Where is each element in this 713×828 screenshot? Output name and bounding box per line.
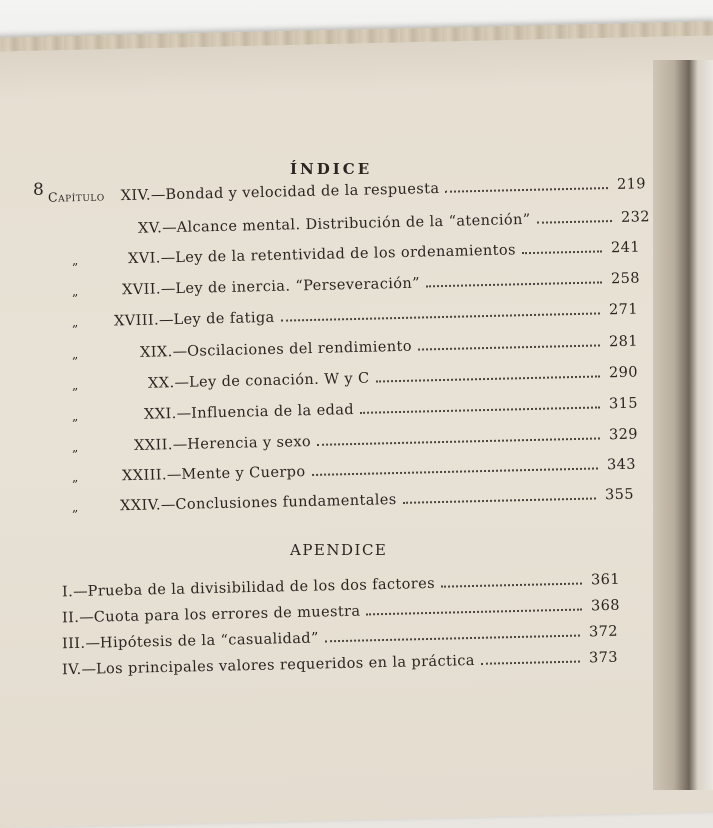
chapter-page: 232 <box>620 209 651 226</box>
appendix-title-text: Prueba de la divisibilidad de los dos factores <box>87 575 436 600</box>
chapter-number: XXIV. <box>119 497 162 515</box>
leader-dots <box>522 249 602 254</box>
leader-dots <box>481 660 580 665</box>
leader-dots <box>360 405 600 413</box>
appendix-number: IV. <box>61 661 82 679</box>
chapter-title: Ley de la retentividad de los ordenamientos <box>175 242 517 267</box>
dash: — <box>150 187 166 204</box>
chapter-number: XVIII. <box>113 312 160 330</box>
chapter-page: 241 <box>610 239 641 257</box>
chapter-title: Ley de conación. W y C <box>188 370 370 391</box>
ditto-mark: „ <box>71 500 79 515</box>
dash: — <box>172 343 188 361</box>
leader-dots <box>366 608 582 616</box>
chapter-number: XXIII. <box>121 467 168 485</box>
leader-dots <box>441 582 582 588</box>
ditto-mark: „ <box>71 315 79 330</box>
chapter-prefix: Capítulo <box>47 188 105 205</box>
leader-dots <box>445 186 608 193</box>
appendix-page: 373 <box>588 649 619 667</box>
leader-dots <box>418 343 600 350</box>
chapter-title: Herencia y sexo <box>187 433 312 453</box>
index-title: ÍNDICE <box>290 160 373 178</box>
appendix-title-text: Los principales valores requeridos en la práctica <box>95 652 476 678</box>
leader-dots <box>376 374 600 382</box>
dash: — <box>176 405 192 423</box>
leader-dots <box>537 219 612 224</box>
chapter-number: XXI. <box>143 406 177 423</box>
ditto-mark: „ <box>71 378 79 393</box>
ditto-mark: „ <box>71 347 79 362</box>
chapter-page: 271 <box>608 301 639 319</box>
chapter-number: XV. <box>137 220 163 237</box>
chapter-page: 315 <box>608 395 639 413</box>
appendix-title-text: Cuota para los errores de muestra <box>93 603 361 626</box>
ditto-mark: „ <box>71 440 79 455</box>
ditto-mark: „ <box>71 409 79 424</box>
chapter-title: Conclusiones fundamentales <box>175 492 397 514</box>
ditto-mark: „ <box>71 253 79 268</box>
book-page-curl <box>653 60 713 790</box>
appendix-number: I. <box>61 584 74 601</box>
dash: — <box>81 661 97 678</box>
dash: — <box>160 497 176 514</box>
chapter-page: 329 <box>608 426 639 444</box>
chapter-page: 258 <box>610 270 641 288</box>
page-number: 8 <box>33 180 44 200</box>
dash: — <box>161 219 177 237</box>
ditto-mark: „ <box>71 284 79 299</box>
dash: — <box>172 436 188 454</box>
appendix-title: APENDICE <box>290 541 388 559</box>
chapter-page: 355 <box>604 486 635 504</box>
chapter-title: Ley de fatiga <box>173 309 275 329</box>
ditto-mark: „ <box>71 470 79 485</box>
dash: — <box>160 281 176 298</box>
chapter-page: 219 <box>616 176 647 193</box>
appendix-page: 361 <box>590 571 621 589</box>
leader-dots <box>325 634 580 643</box>
chapter-number: XIX. <box>139 344 173 361</box>
appendix-number: III. <box>61 635 86 653</box>
dash: — <box>73 583 88 601</box>
dash: — <box>166 466 182 484</box>
dash: — <box>158 312 174 329</box>
appendix-page: 368 <box>590 597 621 615</box>
chapter-number: XVI. <box>127 250 161 268</box>
chapter-number: XVII. <box>121 281 162 299</box>
chapter-page: 290 <box>608 364 639 382</box>
dash: — <box>79 609 95 626</box>
book-page <box>0 21 713 827</box>
chapter-page: 281 <box>608 333 639 351</box>
appendix-title-text: Hipótesis de la “casualidad” <box>99 630 319 652</box>
appendix-page: 372 <box>588 623 619 641</box>
leader-dots <box>426 280 602 287</box>
chapter-number: XIV. <box>120 187 152 205</box>
chapter-number: XXII. <box>133 437 173 455</box>
appendix-number: II. <box>61 609 80 627</box>
chapter-title: Bondad y velocidad de la respuesta <box>165 180 440 204</box>
chapter-title: Influencia de la edad <box>190 402 355 422</box>
chapter-page: 343 <box>606 456 637 474</box>
leader-dots <box>403 496 596 503</box>
dash: — <box>174 374 190 392</box>
dash: — <box>160 250 176 267</box>
chapter-title: Alcance mental. Distribución de la “atención” <box>176 211 531 236</box>
chapter-number: XX. <box>147 375 175 392</box>
chapter-title: Oscilaciones del rendimiento <box>186 338 413 360</box>
chapter-title: Ley de inercia. “Perseveración” <box>175 275 421 298</box>
dash: — <box>85 635 101 652</box>
chapter-title: Mente y Cuerpo <box>181 464 306 483</box>
